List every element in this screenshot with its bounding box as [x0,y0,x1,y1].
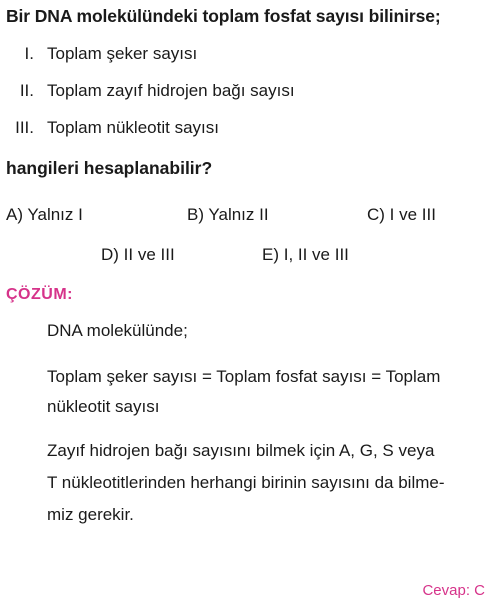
item-number-2: II. [19,81,34,100]
item-text-2: Toplam zayıf hidrojen bağı sayısı [47,81,295,100]
choice-c[interactable]: C) I ve III [367,205,436,224]
item-text-3: Toplam nükleotit sayısı [47,118,219,137]
choice-a[interactable]: A) Yalnız I [6,205,83,224]
solution-label: ÇÖZÜM: [6,286,73,303]
item-number-1: I. [24,44,34,63]
item-text-1: Toplam şeker sayısı [47,44,198,63]
choice-b[interactable]: B) Yalnız II [187,205,269,224]
solution-paragraph-line-1: Zayıf hidrojen bağı sayısını bilmek için A, G, S veya [47,441,435,460]
solution-equation-line-1: Toplam şeker sayısı = Toplam fosfat sayısı = Toplam [47,367,441,386]
choice-d[interactable]: D) II ve III [101,245,175,264]
item-number-3: III. [15,118,34,137]
solution-intro: DNA molekülünde; [47,321,188,340]
solution-equation-line-2: nükleotit sayısı [47,397,160,416]
answer-label: Cevap: C [422,582,485,599]
question-title: Bir DNA molekülündeki toplam fosfat sayısı bilinirse; [6,6,441,26]
choice-e[interactable]: E) I, II ve III [262,245,349,264]
solution-paragraph-line-3: miz gerekir. [47,505,134,524]
solution-paragraph-line-2: T nükleotitlerinden herhangi birinin sayısını da bilme- [47,473,445,492]
question-subtitle: hangileri hesaplanabilir? [6,158,213,178]
